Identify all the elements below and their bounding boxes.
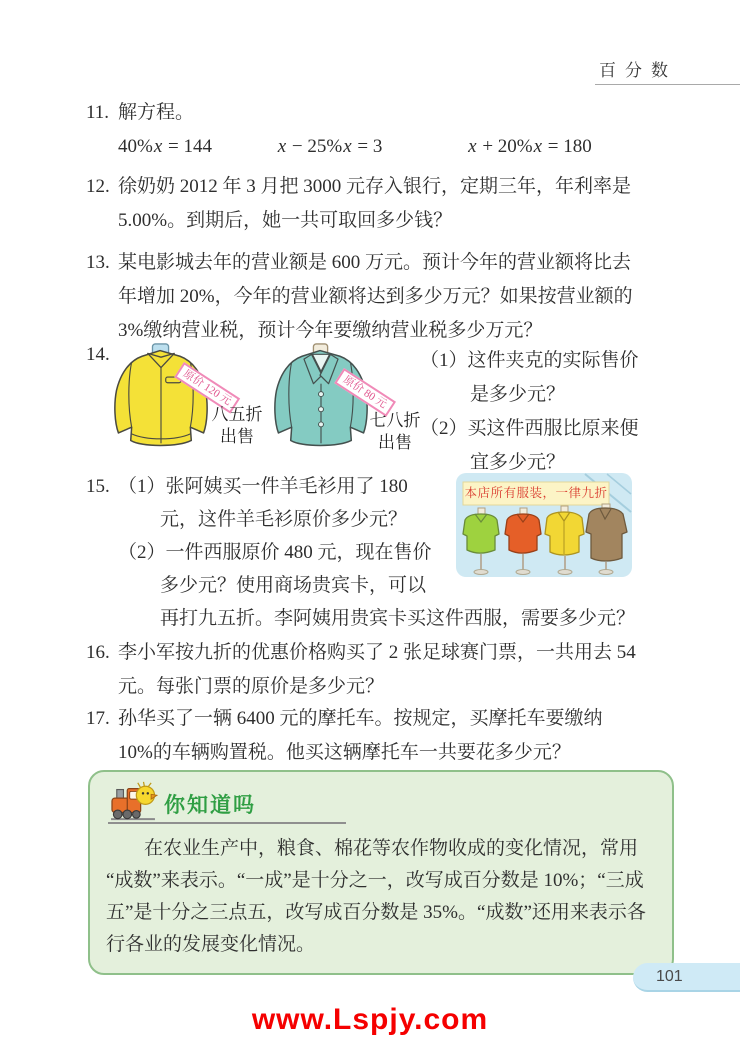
problem-number: 16. (86, 642, 110, 663)
problem-number: 14. (86, 344, 110, 365)
question-line: （1）这件夹克的实际售价 (420, 350, 639, 371)
did-you-know-box (88, 770, 674, 975)
question-line: （2）一件西服原价 480 元，现在售价 (118, 542, 432, 563)
header-rule (595, 84, 740, 85)
question-line: （2）买这件西服比原来便 (420, 418, 639, 439)
problem-line: 3%缴纳营业税，预计今年要缴纳营业税多少万元？ (118, 320, 543, 341)
question-line: 宜多少元？ (470, 452, 566, 473)
infobox-line: 五”是十分之三点五，改写成百分数是 35%。“成数”还用来表示各 (106, 902, 646, 923)
discount-label: 七八折 出售 (369, 411, 421, 452)
infobox-line: 在农业生产中，粮食、棉花等农作物收成的变化情况，常用 (144, 838, 639, 859)
question-line: 是多少元？ (470, 384, 566, 405)
page-header-title: 百分数 (599, 61, 677, 80)
problem-line: 徐奶奶 2012 年 3 月把 3000 元存入银行，定期三年，年利率是 (118, 176, 632, 197)
equation-3: x + 20%x = 180 (468, 136, 592, 157)
problem-number: 17. (86, 708, 110, 729)
problem-13 (86, 246, 670, 348)
problem-line: 李小军按九折的优惠价格购买了 2 张足球赛门票，一共用去 54 (118, 642, 636, 663)
price-tag: 原价 80 元 (334, 368, 395, 417)
jackets-illustration (108, 338, 428, 466)
problem-number: 13. (86, 252, 110, 273)
question-line: 多少元？使用商场贵宾卡，可以 (160, 575, 427, 596)
problem-14-questions (420, 344, 639, 480)
problem-line: 年增加 20%，今年的营业额将达到多少万元？如果按营业额的 (118, 286, 633, 307)
problem-line: 10%的车辆购置税。他买这辆摩托车一共要花多少元？ (118, 742, 571, 763)
problem-11 (86, 96, 670, 164)
problem-number: 11. (86, 102, 110, 123)
problem-16 (86, 636, 670, 704)
site-url: www.Lspjy.com (251, 1003, 489, 1036)
problem-number: 15. (86, 476, 110, 497)
problem-title: 解方程。 (118, 102, 195, 123)
page-number: 101 (656, 968, 683, 985)
problem-14 (86, 338, 670, 473)
infobox-line: 行各业的发展变化情况。 (106, 934, 316, 955)
problem-17 (86, 702, 670, 770)
question-line: 元，这件羊毛衫原价多少元？ (160, 509, 408, 530)
equation-2: x − 25%x = 3 (277, 136, 383, 157)
question-line: 再打九五折。李阿姨用贵宾卡买这件西服，需要多少元？ (160, 608, 636, 629)
infobox-body (106, 833, 656, 961)
problem-line: 孙华买了一辆 6400 元的摩托车。按规定，买摩托车要缴纳 (118, 708, 603, 729)
train-icon (108, 780, 158, 822)
shop-illustration (455, 472, 633, 578)
question-line: （1）张阿姨买一件羊毛衫用了 180 (118, 476, 408, 497)
price-tag: 原价 120 元 (174, 362, 240, 414)
infobox-title: 你知道吗 (164, 794, 256, 817)
discount-label: 八五折 出售 (211, 405, 263, 446)
problem-12 (86, 170, 670, 238)
equation-row (118, 130, 670, 164)
infobox-line: “成数”来表示。“一成”是十分之一，改写成百分数是 10%；“三成 (106, 870, 644, 891)
shop-banner: 本店所有服装，一律九折 (464, 486, 608, 500)
infobox-header (108, 780, 346, 824)
problem-line: 元。每张门票的原价是多少元？ (118, 676, 385, 697)
page-number-pill (633, 963, 740, 992)
problem-line: 某电影城去年的营业额是 600 万元。预计今年的营业额将比去 (118, 252, 632, 273)
problem-15 (86, 470, 670, 635)
equation-1: 40%x = 144 (118, 136, 212, 157)
problem-line: 5.00%。到期后，她一共可取回多少钱？ (118, 210, 453, 231)
yellow-jacket-illustration (108, 340, 214, 452)
problem-number: 12. (86, 176, 110, 197)
